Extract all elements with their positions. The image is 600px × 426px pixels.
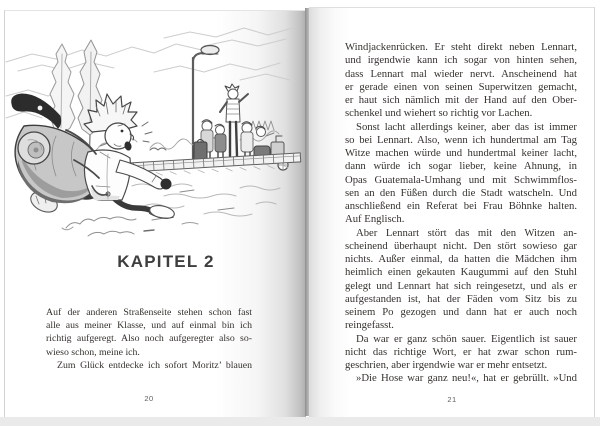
- text-line: Da war er ganz schön sauer. Eigentlich ist sauer: [356, 332, 577, 345]
- text-line: reingefasst.: [345, 319, 394, 332]
- text-line: gelegt und Lennart hat sich reingesetzt, und als er: [345, 279, 577, 292]
- clouds-sketch: [6, 27, 296, 118]
- table-surface: [0, 417, 600, 426]
- motion-dust: [66, 217, 154, 236]
- text-line: Aber Lennart stört das mit den Witzen an-: [356, 226, 577, 239]
- right-page-text: [345, 41, 577, 386]
- chapter-heading: KAPITEL 2: [117, 252, 215, 271]
- text-line: sen an den Füßen durch die Stadt watscheln. Und: [345, 186, 577, 199]
- text-line: scheinend überhaupt nicht. Den stört sowieso gar: [345, 239, 577, 252]
- text-line: alle aus meiner Klasse, und auf einmal bin ich: [46, 320, 252, 332]
- text-line: Auf Englisch.: [345, 213, 405, 226]
- text-line: Witze machen würde und hundertmal keiner lacht,: [345, 147, 577, 159]
- text-line: heimlich einen gekauten Kaugummi auf den Stuhl: [345, 266, 577, 279]
- page-number-left: 20: [144, 394, 154, 403]
- text-line: anschließend ein Referat bei Frau Böhnke halten.: [345, 200, 577, 212]
- text-line: geschrien, aber irgendwie war er mehr entsetzt.: [345, 359, 548, 371]
- text-line: Auf der anderen Straßenseite stehen schon fast: [46, 307, 252, 318]
- text-line: Zum Glück entdecke ich sofort Moritz’ blauen: [57, 359, 252, 371]
- text-line: er haut sich nämlich mit der Hand auf den Ober-: [345, 94, 577, 106]
- page-number-right: 21: [447, 395, 457, 404]
- text-line: »Die Hose war ganz neu!«, hat er gebrüllt. »Und: [356, 372, 577, 385]
- text-line: schenkel und wiehert so richtig vor Lachen.: [345, 107, 533, 120]
- text-line: aufgestanden ist, hat der Fäden vom Sitz bis zu: [345, 292, 577, 305]
- text-line: nichts. Außer einmal, da hatten die Mädchen ihm: [345, 253, 577, 265]
- text-line: richtig aufgeregt. Also noch aufgeregter also so-: [46, 333, 252, 345]
- text-line: nicht das richtige Wort, er hat zwar schon rum-: [345, 345, 577, 358]
- text-line: Opas Guatemala-Umhang und mit Schwimmflos-: [345, 173, 577, 186]
- left-page-text: [46, 306, 252, 372]
- running-child-figure: [12, 94, 176, 220]
- text-line: Windjackenrücken. Er steht direkt neben Lennart,: [345, 41, 577, 53]
- text-line: und irgendwie kann ich sogar von hinten sehen,: [345, 54, 577, 67]
- text-line: Sonst lacht allerdings keiner, aber das ist immer: [356, 120, 577, 133]
- text-line: wieso schon, meine ich.: [46, 346, 140, 358]
- text-line: dass Lennart mal wieder nervt. Anscheinend hat: [345, 67, 577, 80]
- text-line: dann würde ich sogar lieber, keine Ahnung, in: [345, 160, 577, 173]
- text-line: er gerade einen von seinen Superwitzen gemacht,: [345, 80, 577, 93]
- chapter-illustration: [4, 10, 302, 250]
- text-line: so bei Lennart. Also, wenn ich hundertmal am Tag: [345, 133, 577, 146]
- text-line: seinem Po gezogen und dann hat er auch noch: [345, 306, 577, 318]
